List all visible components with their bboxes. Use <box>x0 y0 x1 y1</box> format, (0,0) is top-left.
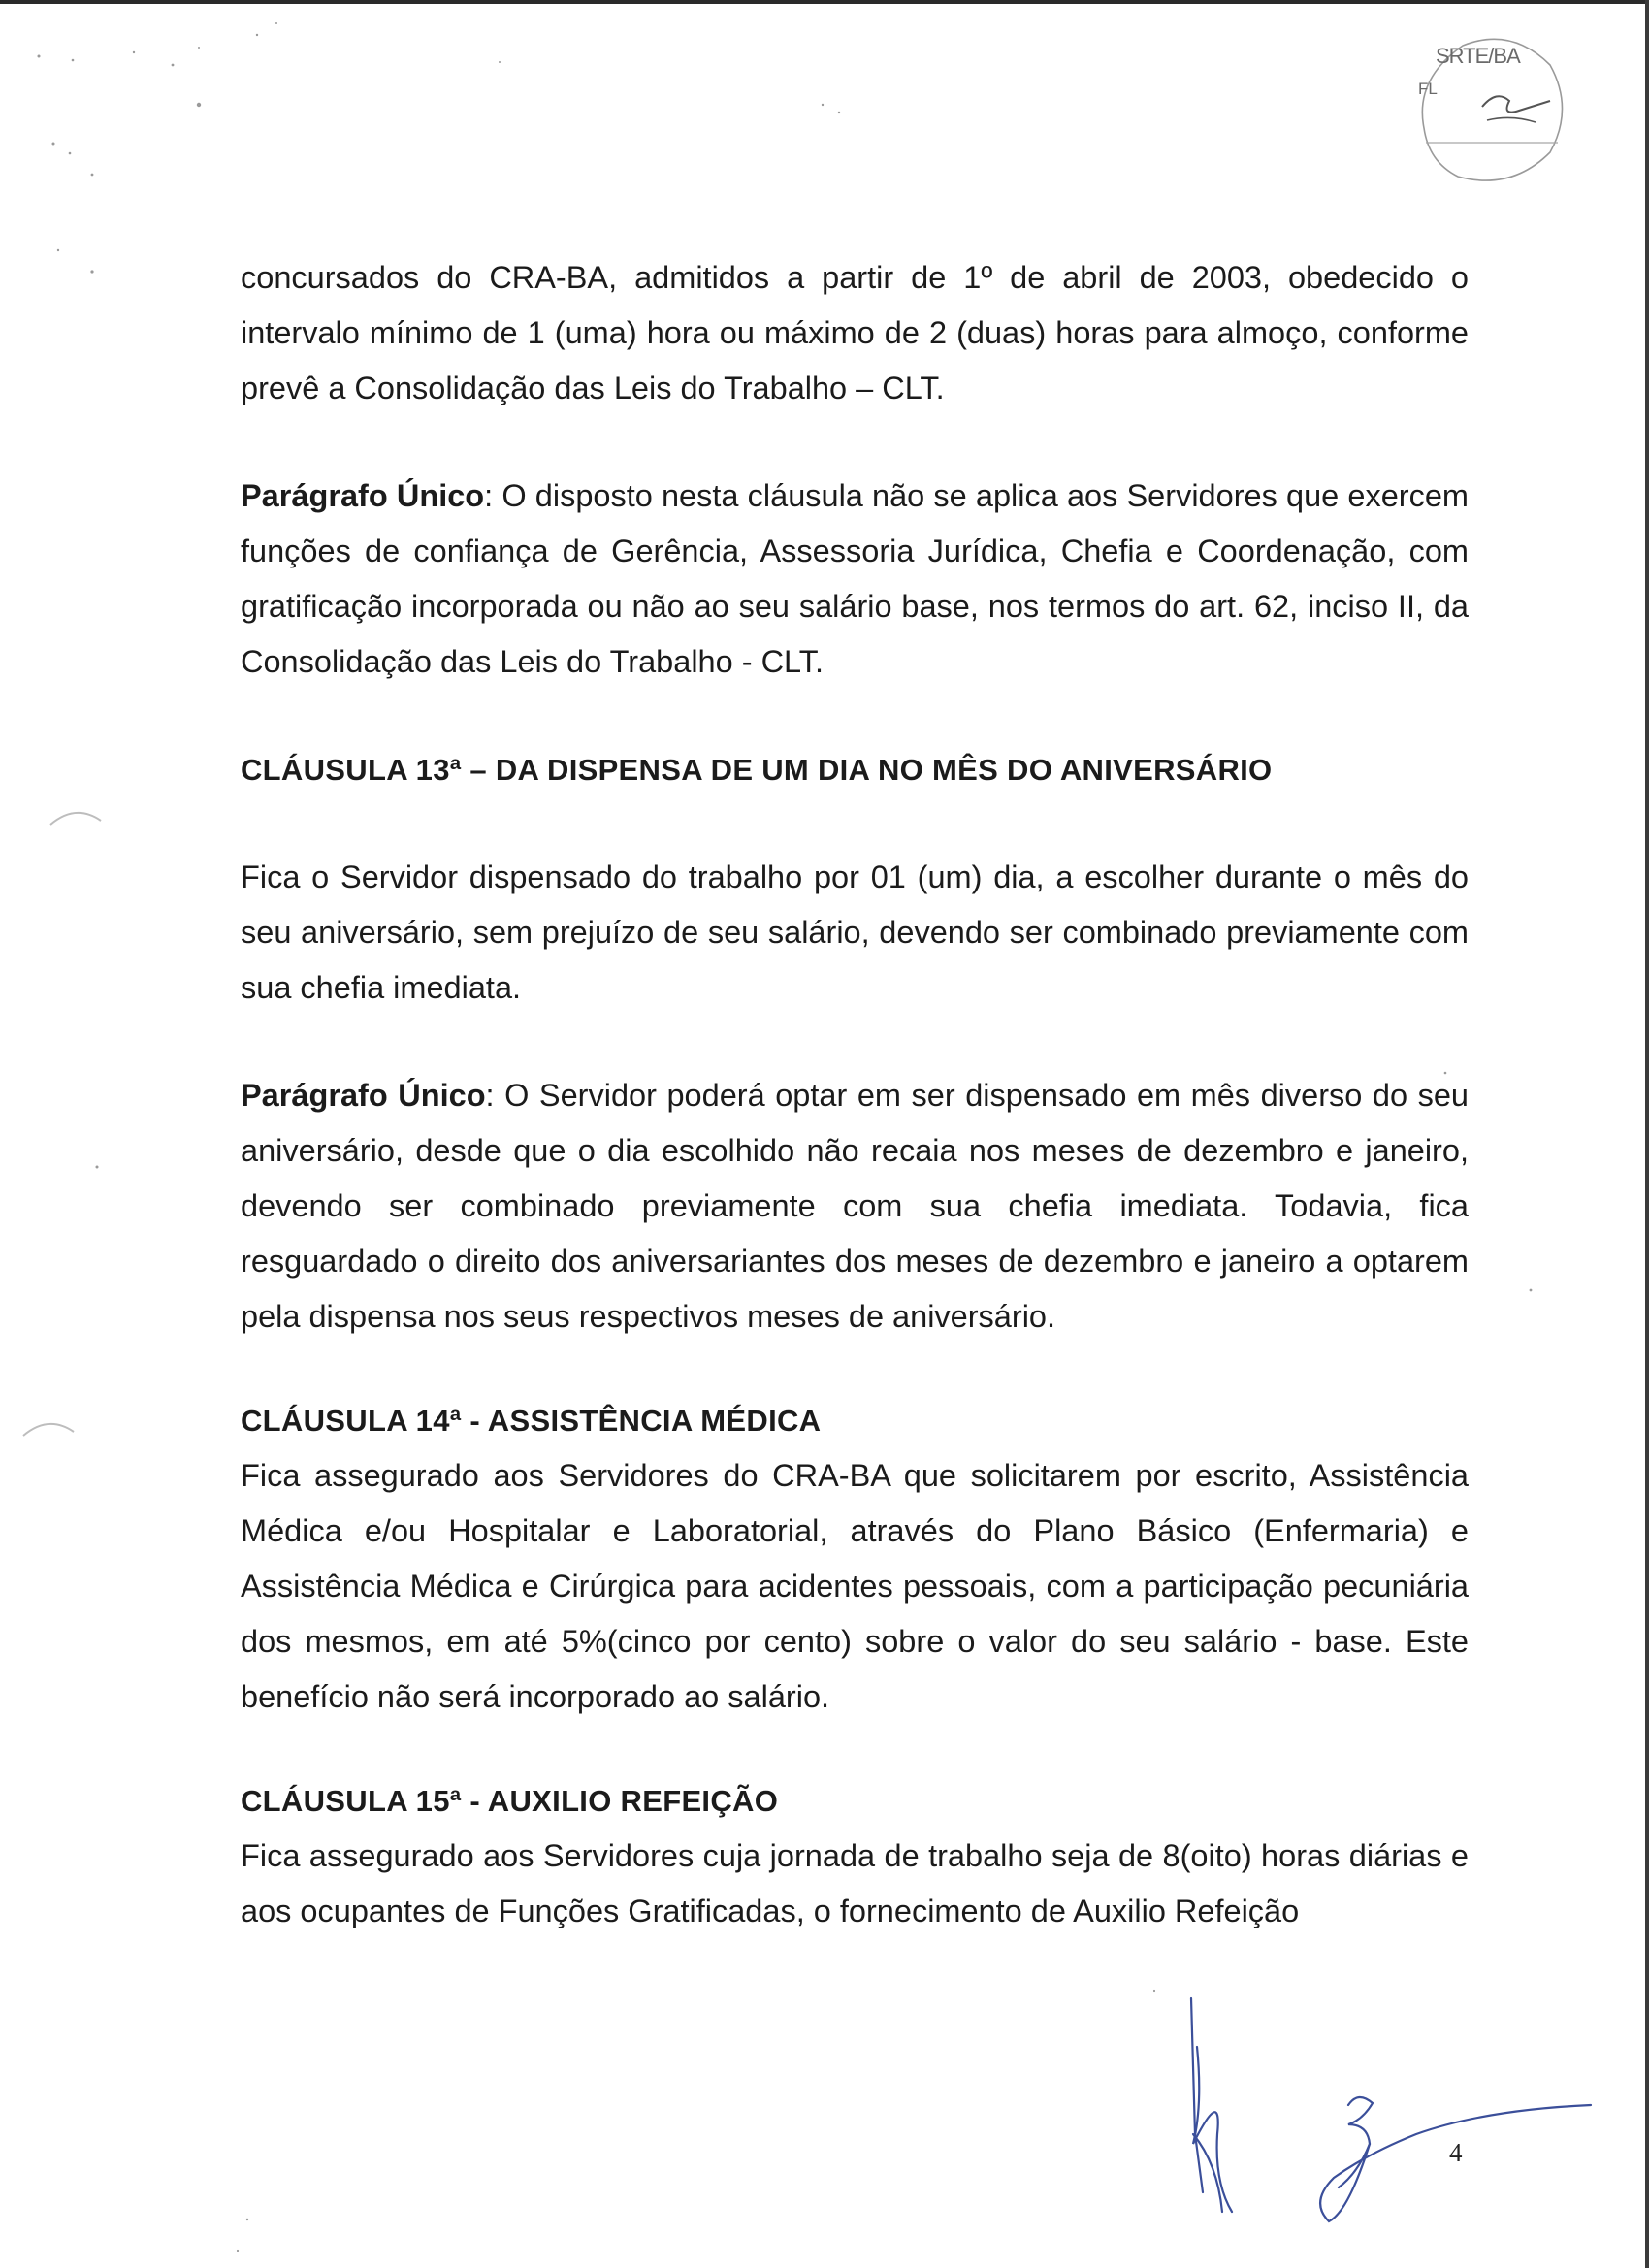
paragraph-text: : O Servidor poderá optar em ser dispensado em mês diverso do seu aniversário, desde que o dia escolhido não recaia nos meses de dezembro e janeiro, devendo ser combinado previamente com sua chefia imediata. Todavia, fica resguardado o direito dos aniversariantes dos meses de dezembro e janeiro a optarem pela dispensa nos seus respectivos meses de aniversário. <box>241 1078 1469 1334</box>
paragraph-label: Parágrafo Único <box>241 478 485 513</box>
clause-13-heading: CLÁUSULA 13ª – DA DISPENSA DE UM DIA NO MÊS DO ANIVERSÁRIO <box>241 753 1273 787</box>
paragraph-sole-clause-13 <box>241 1068 1469 1345</box>
paragraph-medical-assistance: Fica assegurado aos Servidores do CRA-BA que solicitarem por escrito, Assistência Médica e/ou Hospitalar e Laboratorial, através do Plano Básico (Enfermaria) e Assistência Médica e Cirúrgica para acidentes pessoais, com a participação pecuniária dos mesmos, em até 5%(cinco por cento) sobre o valor do seu salário - base. Este benefício não será incorporado ao salário. <box>241 1458 1469 1714</box>
paragraph-work-hours: concursados do CRA-BA, admitidos a partir de 1º de abril de 2003, obedecido o intervalo mínimo de 1 (uma) hora ou máximo de 2 (duas) horas para almoço, conforme prevê a Consolidação das Leis do Trabalho – CLT. <box>241 260 1469 405</box>
document-body <box>241 250 1469 1939</box>
punch-hole-mark-lower <box>19 1414 78 1453</box>
paragraph-birthday-leave: Fica o Servidor dispensado do trabalho por 01 (um) dia, a escolher durante o mês do seu aniversário, sem prejuízo de seu salário, devendo ser combinado previamente com sua chefia imediata. <box>241 859 1469 1005</box>
handwritten-initials <box>1164 1989 1600 2241</box>
punch-hole-mark-upper <box>47 803 105 842</box>
scan-edge-top <box>0 0 1649 4</box>
paragraph-meal-allowance: Fica assegurado aos Servidores cuja jornada de trabalho seja de 8(oito) horas diárias e aos ocupantes de Funções Gratificadas, o fornecimento de Auxilio Refeição <box>241 1838 1469 1928</box>
page-number: 4 <box>1449 2138 1463 2167</box>
stamp-folio-label: FL <box>1418 80 1438 98</box>
scan-edge-right <box>1645 0 1649 2268</box>
paragraph-sole-clause-12 <box>241 469 1469 690</box>
stamp-office-label: SRTE/BA <box>1436 44 1520 68</box>
paragraph-label: Parágrafo Único <box>241 1078 486 1113</box>
clause-14-heading: CLÁUSULA 14ª - ASSISTÊNCIA MÉDICA <box>241 1404 822 1438</box>
clause-15-heading: CLÁUSULA 15ª - AUXILIO REFEIÇÃO <box>241 1784 779 1818</box>
paragraph-text: : O disposto nesta cláusula não se aplica aos Servidores que exercem funções de confiança de Gerência, Assessoria Jurídica, Chefia e Coordenação, com gratificação incorporada ou não ao seu salário base, nos termos do art. 62, inciso II, da Consolidação das Leis do Trabalho - CLT. <box>241 478 1470 679</box>
